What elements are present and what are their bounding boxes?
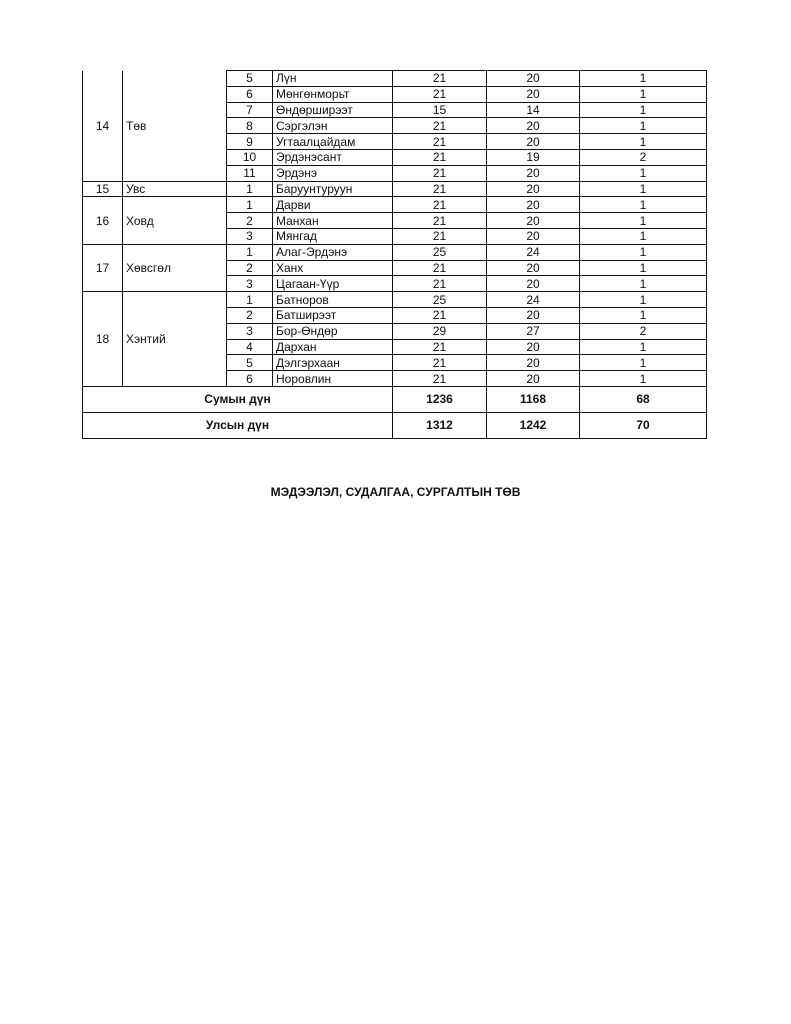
value-2: 19: [487, 149, 580, 165]
value-3: 1: [580, 371, 707, 387]
aimag-number: 16: [83, 197, 123, 244]
sum-number: 8: [227, 118, 273, 134]
aimag-name: Хөвсгөл: [123, 244, 227, 291]
sum-number: 1: [227, 244, 273, 260]
value-3: 1: [580, 276, 707, 292]
sum-number: 1: [227, 181, 273, 197]
value-2: 20: [487, 86, 580, 102]
value-1: 21: [393, 181, 487, 197]
aimag-name: Ховд: [123, 197, 227, 244]
value-1: 25: [393, 244, 487, 260]
aimag-number: 15: [83, 181, 123, 197]
value-3: 1: [580, 355, 707, 371]
sum-name: Эрдэнэ: [273, 165, 393, 181]
value-2: 20: [487, 371, 580, 387]
value-3: 1: [580, 260, 707, 276]
value-3: 1: [580, 213, 707, 229]
value-2: 14: [487, 102, 580, 118]
value-1: 25: [393, 292, 487, 308]
sum-number: 11: [227, 165, 273, 181]
sum-number: 4: [227, 339, 273, 355]
sum-number: 3: [227, 228, 273, 244]
value-1: 21: [393, 355, 487, 371]
value-1: 21: [393, 165, 487, 181]
sum-name: Батширээт: [273, 307, 393, 323]
sum-number: 6: [227, 86, 273, 102]
table-row: [83, 244, 707, 260]
sum-name: Ханх: [273, 260, 393, 276]
aimag-number: 17: [83, 244, 123, 291]
value-3: 1: [580, 134, 707, 150]
sum-name: Угтаалцайдам: [273, 134, 393, 150]
value-2: 20: [487, 307, 580, 323]
sum-number: 1: [227, 197, 273, 213]
total-label: Улсын дүн: [83, 412, 393, 438]
value-2: 24: [487, 244, 580, 260]
value-3: 1: [580, 228, 707, 244]
value-2: 20: [487, 260, 580, 276]
total-value-3: 68: [580, 386, 707, 412]
aimag-name: Увс: [123, 181, 227, 197]
aimag-name: Хэнтий: [123, 292, 227, 387]
sum-name: Манхан: [273, 213, 393, 229]
value-3: 1: [580, 181, 707, 197]
value-1: 21: [393, 260, 487, 276]
value-2: 20: [487, 165, 580, 181]
value-3: 1: [580, 86, 707, 102]
value-1: 21: [393, 228, 487, 244]
aimag-name: Төв: [123, 71, 227, 182]
value-2: 27: [487, 323, 580, 339]
table-row: [83, 292, 707, 308]
total-value-2: 1168: [487, 386, 580, 412]
value-2: 20: [487, 213, 580, 229]
sum-name: Мөнгөнморьт: [273, 86, 393, 102]
sum-name: Баруунтуруун: [273, 181, 393, 197]
table-row: [83, 181, 707, 197]
value-2: 20: [487, 197, 580, 213]
total-value-1: 1312: [393, 412, 487, 438]
sum-number: 6: [227, 371, 273, 387]
sum-name: Бор-Өндөр: [273, 323, 393, 339]
total-row: [83, 386, 707, 412]
sum-name: Алаг-Эрдэнэ: [273, 244, 393, 260]
value-2: 20: [487, 181, 580, 197]
sum-name: Дархан: [273, 339, 393, 355]
value-3: 2: [580, 149, 707, 165]
sum-name: Дарви: [273, 197, 393, 213]
value-3: 1: [580, 197, 707, 213]
total-value-1: 1236: [393, 386, 487, 412]
sum-name: Цагаан-Үүр: [273, 276, 393, 292]
value-2: 20: [487, 339, 580, 355]
value-1: 21: [393, 86, 487, 102]
value-3: 1: [580, 244, 707, 260]
results-table: [82, 70, 707, 439]
sum-number: 3: [227, 276, 273, 292]
value-1: 21: [393, 371, 487, 387]
value-1: 29: [393, 323, 487, 339]
sum-number: 1: [227, 292, 273, 308]
value-1: 21: [393, 307, 487, 323]
value-3: 1: [580, 307, 707, 323]
value-2: 20: [487, 71, 580, 87]
table-body: [83, 71, 707, 439]
aimag-number: 18: [83, 292, 123, 387]
value-2: 20: [487, 118, 580, 134]
value-1: 21: [393, 71, 487, 87]
table-row: [83, 71, 707, 87]
sum-name: Батноров: [273, 292, 393, 308]
sum-number: 7: [227, 102, 273, 118]
value-1: 21: [393, 213, 487, 229]
value-1: 21: [393, 339, 487, 355]
sum-number: 9: [227, 134, 273, 150]
table-row: [83, 197, 707, 213]
sum-name: Сэргэлэн: [273, 118, 393, 134]
sum-name: Норовлин: [273, 371, 393, 387]
value-2: 20: [487, 276, 580, 292]
value-3: 1: [580, 339, 707, 355]
sum-number: 5: [227, 355, 273, 371]
value-3: 1: [580, 118, 707, 134]
value-3: 1: [580, 292, 707, 308]
value-3: 1: [580, 102, 707, 118]
value-1: 21: [393, 134, 487, 150]
total-value-3: 70: [580, 412, 707, 438]
value-3: 2: [580, 323, 707, 339]
value-2: 20: [487, 134, 580, 150]
sum-number: 2: [227, 307, 273, 323]
sum-name: Дэлгэрхаан: [273, 355, 393, 371]
value-2: 24: [487, 292, 580, 308]
footer-title: МЭДЭЭЛЭЛ, СУДАЛГАА, СУРГАЛТЫН ТӨВ: [270, 485, 521, 499]
value-1: 15: [393, 102, 487, 118]
value-3: 1: [580, 71, 707, 87]
aimag-number: 14: [83, 71, 123, 182]
total-label: Сумын дүн: [83, 386, 393, 412]
value-3: 1: [580, 165, 707, 181]
value-1: 21: [393, 276, 487, 292]
sum-name: Өндөрширээт: [273, 102, 393, 118]
sum-number: 2: [227, 213, 273, 229]
value-1: 21: [393, 149, 487, 165]
value-1: 21: [393, 197, 487, 213]
value-2: 20: [487, 355, 580, 371]
sum-name: Мянгад: [273, 228, 393, 244]
sum-name: Эрдэнэсант: [273, 149, 393, 165]
total-value-2: 1242: [487, 412, 580, 438]
sum-name: Лүн: [273, 71, 393, 87]
sum-number: 3: [227, 323, 273, 339]
total-row: [83, 412, 707, 438]
sum-number: 5: [227, 71, 273, 87]
value-2: 20: [487, 228, 580, 244]
sum-number: 10: [227, 149, 273, 165]
value-1: 21: [393, 118, 487, 134]
sum-number: 2: [227, 260, 273, 276]
